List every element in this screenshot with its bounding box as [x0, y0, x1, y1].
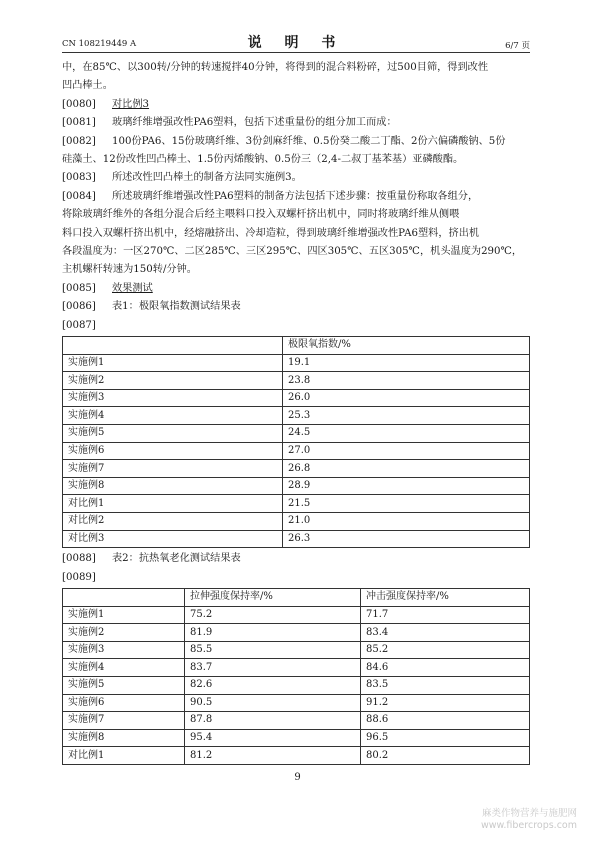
- table-header-row: [63, 337, 530, 355]
- row-label-cell: 实施例8: [63, 729, 185, 747]
- value-cell: 71.7: [361, 606, 530, 624]
- paragraph-text: 所述玻璃纤维增强改性PA6塑料的制备方法包括下述步骤：按重量份称取各组分，: [112, 190, 479, 202]
- table-row: [63, 694, 530, 712]
- watermark-line2: www.fibercrops.com: [480, 820, 577, 831]
- table-row: [63, 606, 530, 624]
- table-row: [63, 641, 530, 659]
- table-header-cell: 拉伸强度保持率/%: [185, 589, 361, 607]
- value-cell: 82.6: [185, 677, 361, 695]
- paragraph-line: [62, 550, 532, 568]
- paragraph-group-1: [62, 96, 532, 335]
- watermark-line1: 麻类作物营养与施肥网: [481, 808, 577, 819]
- value-cell: 27.0: [283, 442, 530, 460]
- document-title: 说 明 书: [247, 35, 345, 51]
- value-cell: 84.6: [361, 659, 530, 677]
- paragraph-number: [0082]: [62, 135, 96, 147]
- paragraph-line: [62, 96, 532, 114]
- table-row: [63, 729, 530, 747]
- row-label-cell: 实施例1: [63, 354, 283, 372]
- value-cell: 90.5: [185, 694, 361, 712]
- paragraph-number: [0081]: [62, 117, 96, 129]
- paragraph-text: 所述改性凹凸棒土的制备方法同实施例3。: [112, 172, 302, 184]
- paragraph-line: [62, 225, 532, 243]
- table-row: [63, 747, 530, 765]
- row-label-cell: 对比例1: [63, 495, 283, 513]
- value-cell: 91.2: [361, 694, 530, 712]
- row-label-cell: 对比例1: [63, 747, 185, 765]
- value-cell: 23.8: [283, 372, 530, 390]
- value-cell: 96.5: [361, 729, 530, 747]
- paragraph-number: [0084]: [62, 190, 96, 202]
- paragraph-line: [62, 298, 532, 316]
- value-cell: 88.6: [361, 712, 530, 730]
- page-header: [62, 30, 530, 53]
- table-header-cell: 极限氧指数/%: [283, 337, 530, 355]
- row-label-cell: 实施例7: [63, 460, 283, 478]
- paragraph-text: 将除玻璃纤维外的各组分混合后经主喂料口投入双螺杆挤出机中，同时将玻璃纤维从侧喂: [62, 209, 460, 221]
- value-cell: 26.0: [283, 389, 530, 407]
- row-label-cell: 对比例2: [63, 513, 283, 531]
- paragraph-text: 玻璃纤维增强改性PA6塑料，包括下述重量份的组分加工而成：: [112, 117, 397, 129]
- row-label-cell: 实施例6: [63, 694, 185, 712]
- value-cell: 19.1: [283, 354, 530, 372]
- value-cell: 21.0: [283, 513, 530, 531]
- paragraph-line: [62, 169, 532, 187]
- row-label-cell: 实施例4: [63, 407, 283, 425]
- paragraph-number: [0089]: [62, 571, 96, 583]
- paragraph-text: 主机螺杆转速为150转/分钟。: [62, 264, 197, 276]
- patent-number: CN 108219449 A: [62, 39, 137, 49]
- table-row: [63, 460, 530, 478]
- document-body: [62, 59, 532, 765]
- paragraph-line: [62, 188, 532, 206]
- paragraph-text: 料口投入双螺杆挤出机中，经熔融挤出、冷却造粒，得到玻璃纤维增强改性PA6塑料，挤出机: [62, 227, 480, 239]
- row-label-cell: 实施例2: [63, 372, 283, 390]
- paragraph-line: [62, 243, 532, 261]
- table-header-cell: [63, 589, 185, 607]
- table-row: [63, 712, 530, 730]
- value-cell: 83.5: [361, 677, 530, 695]
- paragraph-number: [0088]: [62, 553, 96, 565]
- table-row: [63, 442, 530, 460]
- value-cell: 85.5: [185, 641, 361, 659]
- table-row: [63, 659, 530, 677]
- paragraph-line: [62, 114, 532, 132]
- value-cell: 28.9: [283, 477, 530, 495]
- paragraph-line: [62, 317, 532, 335]
- table-row: [63, 513, 530, 531]
- row-label-cell: 对比例3: [63, 530, 283, 548]
- value-cell: 26.8: [283, 460, 530, 478]
- row-label-cell: 实施例2: [63, 624, 185, 642]
- oxygen-index-table: [62, 336, 530, 548]
- table-header-cell: [63, 337, 283, 355]
- table-row: [63, 425, 530, 443]
- table-row: [63, 407, 530, 425]
- value-cell: 83.7: [185, 659, 361, 677]
- value-cell: 95.4: [185, 729, 361, 747]
- row-label-cell: 实施例7: [63, 712, 185, 730]
- row-label-cell: 实施例4: [63, 659, 185, 677]
- paragraph-line: [62, 261, 532, 279]
- value-cell: 26.3: [283, 530, 530, 548]
- row-label-cell: 实施例3: [63, 389, 283, 407]
- row-label-cell: 实施例5: [63, 677, 185, 695]
- paragraph-line: [62, 569, 532, 587]
- table-row: [63, 354, 530, 372]
- row-label-cell: 实施例5: [63, 425, 283, 443]
- table-header-row: [63, 589, 530, 607]
- paragraph-number: [0080]: [62, 98, 96, 110]
- paragraph-number: [0083]: [62, 172, 96, 184]
- value-cell: 81.2: [185, 747, 361, 765]
- row-label-cell: 实施例1: [63, 606, 185, 624]
- table-row: [63, 677, 530, 695]
- paragraph-number: [0085]: [62, 282, 96, 294]
- value-cell: 80.2: [361, 747, 530, 765]
- table-row: [63, 495, 530, 513]
- page-indicator: 6/7 页: [505, 41, 530, 51]
- paragraph-text: 各段温度为：一区270℃、二区285℃、三区295℃、四区305℃、五区305℃，机头温度为290℃，: [62, 246, 523, 258]
- watermark: [481, 808, 577, 832]
- value-cell: 81.9: [185, 624, 361, 642]
- paragraph-line: [62, 133, 532, 151]
- table-row: [63, 477, 530, 495]
- table-row: [63, 389, 530, 407]
- table-row: [63, 372, 530, 390]
- table-header-cell: 冲击强度保持率/%: [361, 589, 530, 607]
- paragraph-text: 表2：抗热氧老化测试结果表: [112, 553, 241, 565]
- intro-line: 凹凸棒土。: [62, 80, 113, 92]
- paragraph-group-2: [62, 550, 532, 587]
- paragraph-number: [0086]: [62, 301, 96, 313]
- table-row: [63, 624, 530, 642]
- intro-text: [62, 59, 532, 96]
- intro-line: 中，在85℃、以300转/分钟的转速搅拌40分钟，将得到的混合料粉碎，过500目筛，得到改性: [62, 62, 489, 73]
- value-cell: 83.4: [361, 624, 530, 642]
- paragraph-text: 对比例3: [112, 98, 150, 110]
- paragraph-text: 硅藻土、12份改性凹凸棒土、1.5份丙烯酸钠、0.5份三（2,4-二叔丁基苯基）亚磷酸酯。: [62, 154, 464, 166]
- value-cell: 75.2: [185, 606, 361, 624]
- row-label-cell: 实施例8: [63, 477, 283, 495]
- value-cell: 25.3: [283, 407, 530, 425]
- page-number: 9: [294, 772, 301, 783]
- value-cell: 21.5: [283, 495, 530, 513]
- table-row: [63, 530, 530, 548]
- value-cell: 24.5: [283, 425, 530, 443]
- row-label-cell: 实施例6: [63, 442, 283, 460]
- paragraph-text: 表1：极限氧指数测试结果表: [112, 301, 241, 313]
- value-cell: 87.8: [185, 712, 361, 730]
- paragraph-line: [62, 151, 532, 169]
- row-label-cell: 实施例3: [63, 641, 185, 659]
- value-cell: 85.2: [361, 641, 530, 659]
- paragraph-text: 效果测试: [112, 282, 153, 294]
- thermal-aging-table: [62, 588, 530, 765]
- paragraph-line: [62, 206, 532, 224]
- paragraph-line: [62, 280, 532, 298]
- paragraph-number: [0087]: [62, 319, 96, 331]
- paragraph-text: 100份PA6、15份玻璃纤维、3份剑麻纤维、0.5份癸二酸二丁酯、2份六偏磷酸钠、5份: [112, 135, 506, 147]
